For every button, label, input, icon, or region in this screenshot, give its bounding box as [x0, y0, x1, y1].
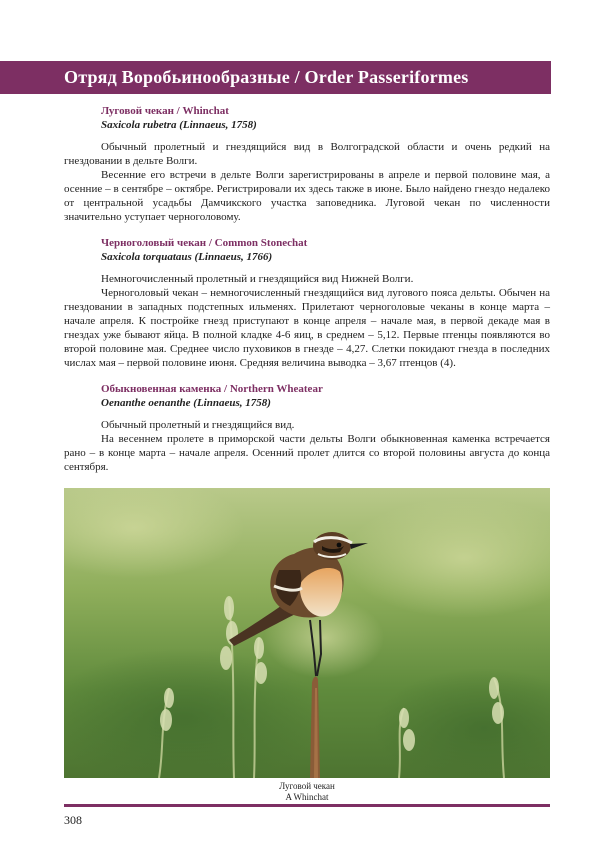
article-body — [64, 104, 550, 486]
species-section-wheatear — [64, 382, 550, 474]
species-latin-name: Saxicola torquataus (Linnaeus, 1766) — [101, 251, 273, 263]
caption-russian: Луговой чекан — [279, 781, 335, 791]
species-section-stonechat — [64, 236, 550, 370]
species-latin-name: Saxicola rubetra (Linnaeus, 1758) — [101, 119, 257, 131]
header-banner — [0, 61, 551, 94]
photo-caption — [64, 781, 550, 803]
paragraph: На весеннем пролете в приморской части дельты Волги обыкновенная каменка встречается рано – в конце марта – начале апреля. Осенний пролет длится со второй половины августа до конца сентября. — [64, 433, 550, 473]
page-title: Отряд Воробьинообразные / Order Passeriformes — [64, 67, 469, 87]
caption-english: A Whinchat — [285, 792, 329, 802]
species-title: Обыкновенная каменка / Northern Wheatear — [101, 383, 323, 395]
paragraph: Обычный пролетный и гнездящийся вид. — [101, 419, 295, 431]
species-title: Луговой чекан / Whinchat — [101, 105, 229, 117]
paragraph: Обычный пролетный и гнездящийся вид в Волгоградской области и очень редкий на гнездовании в дельте Волги. — [64, 141, 550, 167]
species-title: Черноголовый чекан / Common Stonechat — [101, 237, 308, 249]
paragraph: Немногочисленный пролетный и гнездящийся вид Нижней Волги. — [101, 273, 414, 285]
species-section-whinchat — [64, 104, 550, 224]
footer-divider — [64, 804, 550, 807]
species-latin-name: Oenanthe oenanthe (Linnaeus, 1758) — [101, 397, 271, 409]
paragraph: Черноголовый чекан – немногочисленный гнездящийся вид лугового пояса дельты. Обычен на гнездовании в западных подстепных ильменях. Прилетают черноголовые чеканы в конце марта – начале апреля. К постройке гнезд приступают в конце апреля – начале мая, в первой декаде мая в гнездах уже бывают яйца. В полной кладке 4-6 яиц, в среднем – 5,12. Первые птенцы появляются во второй половине мая. Среднее число пуховиков в гнезде – 4,27. Слетки покидают гнезда в последних числах мая – первой половине июня. Средняя величина выводка – 3,67 птенцов (4). — [64, 287, 550, 369]
page-number: 308 — [64, 813, 82, 827]
paragraph: Весенние его встречи в дельте Волги зарегистрированы в апреле и первой половине мая, а осенние – в сентябре – октябре. Регистрировали их здесь также в июне. Было найдено гнездо недалеко от центральной усадьбы Дамчикского участка заповедника. Луговой чекан по численности значительно уступает черноголовому. — [64, 169, 550, 223]
whinchat-photo-illustration — [64, 488, 550, 778]
whinchat-photo — [64, 488, 550, 778]
